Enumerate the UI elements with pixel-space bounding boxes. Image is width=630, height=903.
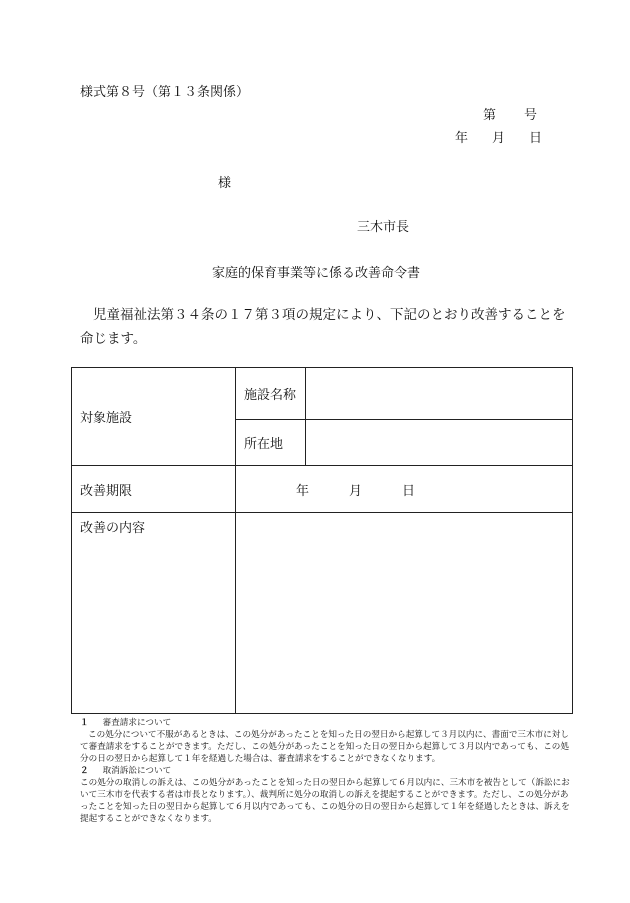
document-title: 家庭的保育事業等に係る改善命令書: [212, 266, 421, 281]
issuer: 三木市長: [357, 220, 410, 235]
form-number: 様式第８号（第１３条関係）: [80, 85, 250, 100]
target-facility-label: 対象施設: [72, 368, 236, 466]
deadline-value: [236, 466, 573, 513]
doc-number-suffix: 号: [524, 108, 538, 123]
table-row: [72, 466, 573, 513]
addressee: 様: [218, 176, 232, 191]
document-date: [455, 127, 542, 146]
location-label: 所在地: [236, 420, 306, 466]
content-label: 改善の内容: [72, 513, 236, 714]
note-text-2: この処分の取消しの訴えは、この処分があったことを知った日の翌日から起算して６月以内に、三木市を被告として（訴訟において三木市を代表する者は市長となります。）、裁判所に処分の取消しの訴えを提起することができます。ただし、この処分があったことを知った日の翌日から起算して６月以内であっても、この処分の日の翌日から起算して１年を経過したときは、訴えを提起することができなくなります。: [80, 778, 570, 824]
note-number-2: ２: [80, 766, 89, 776]
note-title-2: 取消訴訟について: [102, 766, 172, 776]
document-number: [483, 104, 537, 123]
note-title-1: 審査請求について: [102, 718, 172, 728]
date-year: 年: [455, 131, 469, 146]
note-heading-1: [80, 717, 570, 729]
table-row: [72, 513, 573, 714]
note-number-1: １: [80, 718, 89, 728]
deadline-month: 月: [349, 483, 363, 499]
date-month: 月: [492, 131, 506, 146]
location-value: [306, 420, 573, 466]
facility-name-label: 施設名称: [236, 368, 306, 420]
content-value: [236, 513, 573, 714]
doc-number-prefix: 第: [483, 108, 497, 123]
order-table: [71, 367, 573, 714]
facility-name-value: [306, 368, 573, 420]
table-row: [72, 368, 573, 420]
note-heading-2: [80, 765, 570, 777]
date-day: 日: [529, 131, 543, 146]
deadline-day: 日: [402, 483, 416, 499]
body-text: 児童福祉法第３４条の１７第３項の規定により、下記のとおり改善することを命じます。: [80, 307, 566, 347]
deadline-year: 年: [296, 483, 310, 499]
notes: [80, 717, 570, 825]
deadline-label: 改善期限: [72, 466, 236, 513]
note-text-1: この処分について不服があるときは、この処分があったことを知った日の翌日から起算して３月以内に、書面で三木市に対して審査請求をすることができます。ただし、この処分があったことを知った日の翌日から起算して３月以内であっても、この処分の日の翌日から起算して１年を経過した場合は、審査請求をすることができなくなります。: [80, 730, 569, 764]
